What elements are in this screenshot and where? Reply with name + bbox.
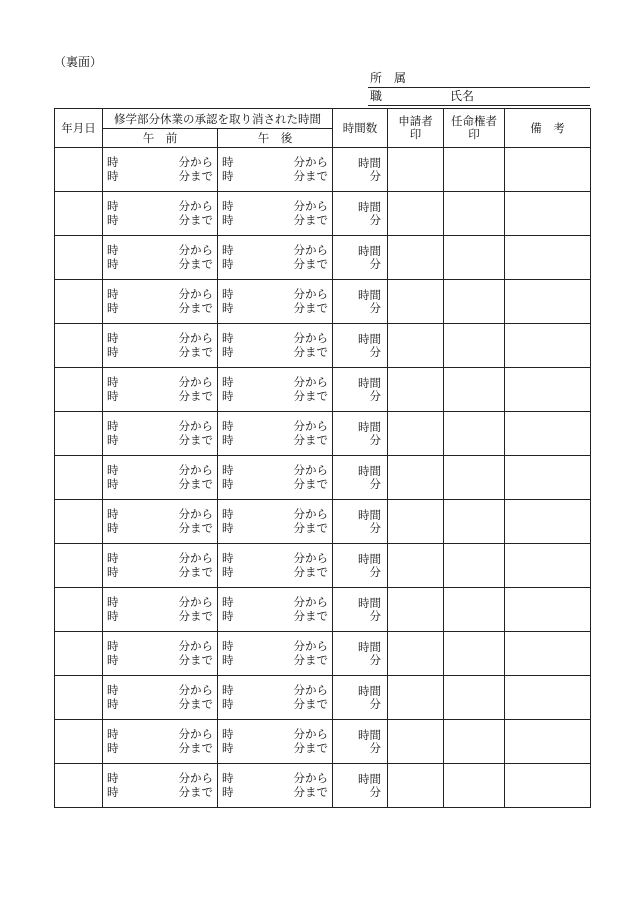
table-row: [55, 588, 591, 632]
hour-unit: 時: [107, 785, 119, 799]
authority-seal-cell[interactable]: [444, 764, 505, 808]
date-cell[interactable]: [55, 764, 103, 808]
hours-cell[interactable]: [333, 632, 388, 676]
applicant-seal-cell[interactable]: [388, 192, 444, 236]
table-row: [55, 192, 591, 236]
remarks-cell[interactable]: [505, 676, 591, 720]
date-cell[interactable]: [55, 236, 103, 280]
applicant-seal-cell[interactable]: [388, 588, 444, 632]
pm-time-cell[interactable]: [218, 456, 333, 500]
name-label: 氏名: [450, 89, 475, 103]
hours-unit: 時間: [358, 639, 381, 654]
date-cell[interactable]: [55, 632, 103, 676]
minutes-unit: 分: [369, 388, 381, 403]
am-time-cell[interactable]: [103, 236, 218, 280]
minute-to-unit: 分まで: [178, 565, 213, 579]
minute-to-unit: 分まで: [178, 257, 213, 271]
minute-from-unit: 分から: [178, 639, 213, 653]
hour-unit: 時: [107, 507, 119, 521]
hours-unit: 時間: [358, 199, 381, 214]
minutes-unit: 分: [369, 696, 381, 711]
applicant-seal-cell[interactable]: [388, 720, 444, 764]
authority-seal-cell[interactable]: [444, 632, 505, 676]
hours-unit: 時間: [358, 507, 381, 522]
minute-from-unit: 分から: [293, 155, 328, 169]
minutes-unit: 分: [369, 520, 381, 535]
cancelled-leave-table: [54, 108, 591, 808]
minutes-unit: 分: [369, 476, 381, 491]
remarks-header: 備 考: [505, 109, 591, 148]
applicant-seal-header: [388, 109, 444, 148]
minute-to-unit: 分まで: [293, 521, 328, 535]
hour-unit: 時: [222, 155, 234, 169]
minutes-unit: 分: [369, 564, 381, 579]
applicant-seal-cell[interactable]: [388, 368, 444, 412]
minute-to-unit: 分まで: [178, 213, 213, 227]
date-cell[interactable]: [55, 324, 103, 368]
hour-unit: 時: [107, 771, 119, 785]
authority-seal-label: 印: [468, 127, 480, 141]
pm-time-cell[interactable]: [218, 588, 333, 632]
minutes-unit: 分: [369, 168, 381, 183]
authority-seal-cell[interactable]: [444, 720, 505, 764]
table-row: [55, 500, 591, 544]
am-time-cell[interactable]: [103, 280, 218, 324]
pm-time-cell[interactable]: [218, 764, 333, 808]
am-time-cell[interactable]: [103, 192, 218, 236]
hour-unit: 時: [107, 551, 119, 565]
date-cell[interactable]: [55, 456, 103, 500]
minute-from-unit: 分から: [293, 595, 328, 609]
minutes-unit: 分: [369, 432, 381, 447]
authority-seal-cell[interactable]: [444, 676, 505, 720]
hour-unit: 時: [222, 609, 234, 623]
applicant-seal-cell[interactable]: [388, 676, 444, 720]
minute-from-unit: 分から: [293, 199, 328, 213]
hours-cell[interactable]: [333, 456, 388, 500]
am-time-cell[interactable]: [103, 588, 218, 632]
hour-unit: 時: [222, 565, 234, 579]
hour-unit: 時: [222, 727, 234, 741]
remarks-cell[interactable]: [505, 412, 591, 456]
hours-unit: 時間: [358, 727, 381, 742]
hour-unit: 時: [107, 331, 119, 345]
authority-seal-cell[interactable]: [444, 280, 505, 324]
hour-unit: 時: [222, 243, 234, 257]
table-row: [55, 764, 591, 808]
minute-from-unit: 分から: [178, 375, 213, 389]
minute-from-unit: 分から: [293, 243, 328, 257]
minutes-unit: 分: [369, 212, 381, 227]
hour-unit: 時: [222, 331, 234, 345]
hours-cell[interactable]: [333, 368, 388, 412]
hours-unit: 時間: [358, 331, 381, 346]
minute-to-unit: 分まで: [293, 301, 328, 315]
minutes-unit: 分: [369, 652, 381, 667]
table-row: [55, 720, 591, 764]
minute-from-unit: 分から: [293, 331, 328, 345]
date-cell[interactable]: [55, 412, 103, 456]
remarks-cell[interactable]: [505, 148, 591, 192]
pm-time-cell[interactable]: [218, 720, 333, 764]
hour-unit: 時: [107, 155, 119, 169]
pm-time-cell[interactable]: [218, 412, 333, 456]
cancelled-time-header: 修学部分休業の承認を取り消された時間: [103, 109, 333, 129]
minute-to-unit: 分まで: [178, 609, 213, 623]
date-cell[interactable]: [55, 368, 103, 412]
hours-unit: 時間: [358, 287, 381, 302]
hour-unit: 時: [222, 287, 234, 301]
hour-unit: 時: [107, 213, 119, 227]
authority-seal-cell[interactable]: [444, 588, 505, 632]
date-cell[interactable]: [55, 676, 103, 720]
hour-unit: 時: [107, 683, 119, 697]
pm-time-cell[interactable]: [218, 544, 333, 588]
am-time-cell[interactable]: [103, 500, 218, 544]
date-cell[interactable]: [55, 192, 103, 236]
hour-unit: 時: [107, 375, 119, 389]
table-row: [55, 324, 591, 368]
hour-unit: 時: [107, 199, 119, 213]
hour-unit: 時: [222, 653, 234, 667]
hours-cell[interactable]: [333, 236, 388, 280]
minute-to-unit: 分まで: [293, 565, 328, 579]
minute-to-unit: 分まで: [293, 741, 328, 755]
hour-unit: 時: [222, 521, 234, 535]
hour-unit: 時: [222, 551, 234, 565]
table-row: [55, 544, 591, 588]
hours-unit: 時間: [358, 419, 381, 434]
hour-unit: 時: [222, 257, 234, 271]
am-time-cell[interactable]: [103, 720, 218, 764]
hour-unit: 時: [107, 257, 119, 271]
date-cell[interactable]: [55, 720, 103, 764]
hour-unit: 時: [107, 477, 119, 491]
applicant-seal-cell[interactable]: [388, 324, 444, 368]
authority-seal-header: [444, 109, 505, 148]
minute-to-unit: 分まで: [178, 433, 213, 447]
hours-cell[interactable]: [333, 544, 388, 588]
remarks-cell[interactable]: [505, 236, 591, 280]
hour-unit: 時: [222, 463, 234, 477]
hour-unit: 時: [107, 345, 119, 359]
minute-from-unit: 分から: [293, 551, 328, 565]
applicant-seal-cell[interactable]: [388, 500, 444, 544]
remarks-cell[interactable]: [505, 500, 591, 544]
hours-unit: 時間: [358, 375, 381, 390]
table-row: [55, 456, 591, 500]
remarks-cell[interactable]: [505, 720, 591, 764]
table-row: [55, 412, 591, 456]
hour-unit: 時: [107, 287, 119, 301]
minute-from-unit: 分から: [178, 727, 213, 741]
hour-unit: 時: [222, 741, 234, 755]
am-header: 午 前: [103, 129, 218, 148]
hour-unit: 時: [222, 595, 234, 609]
minutes-unit: 分: [369, 740, 381, 755]
applicant-seal-cell[interactable]: [388, 456, 444, 500]
hours-unit: 時間: [358, 595, 381, 610]
authority-seal-cell[interactable]: [444, 368, 505, 412]
authority-seal-cell[interactable]: [444, 192, 505, 236]
hours-cell[interactable]: [333, 588, 388, 632]
minute-to-unit: 分まで: [293, 389, 328, 403]
minutes-unit: 分: [369, 608, 381, 623]
hour-unit: 時: [107, 595, 119, 609]
minute-from-unit: 分から: [178, 595, 213, 609]
hour-unit: 時: [107, 243, 119, 257]
hour-unit: 時: [222, 169, 234, 183]
position-name-line: [368, 88, 590, 106]
minutes-unit: 分: [369, 300, 381, 315]
hour-unit: 時: [107, 389, 119, 403]
pm-time-cell[interactable]: [218, 632, 333, 676]
minute-to-unit: 分まで: [178, 521, 213, 535]
authority-seal-cell[interactable]: [444, 456, 505, 500]
minute-to-unit: 分まで: [178, 345, 213, 359]
position-label: 職: [370, 89, 383, 103]
minute-from-unit: 分から: [293, 419, 328, 433]
hours-unit: 時間: [358, 155, 381, 170]
minute-from-unit: 分から: [178, 463, 213, 477]
authority-seal-cell[interactable]: [444, 412, 505, 456]
table-row: [55, 632, 591, 676]
hour-unit: 時: [222, 199, 234, 213]
minutes-unit: 分: [369, 784, 381, 799]
minute-from-unit: 分から: [293, 683, 328, 697]
authority-seal-cell[interactable]: [444, 324, 505, 368]
applicant-seal-cell[interactable]: [388, 236, 444, 280]
minute-to-unit: 分まで: [293, 257, 328, 271]
minute-to-unit: 分まで: [178, 477, 213, 491]
minute-from-unit: 分から: [178, 155, 213, 169]
minute-to-unit: 分まで: [293, 653, 328, 667]
pm-header: 午 後: [218, 129, 333, 148]
hours-cell[interactable]: [333, 500, 388, 544]
hour-unit: 時: [222, 697, 234, 711]
minute-from-unit: 分から: [178, 243, 213, 257]
am-time-cell[interactable]: [103, 324, 218, 368]
hour-unit: 時: [222, 375, 234, 389]
affiliation-label: 所 属: [370, 71, 407, 85]
pm-time-cell[interactable]: [218, 148, 333, 192]
hour-unit: 時: [222, 683, 234, 697]
hour-unit: 時: [222, 507, 234, 521]
remarks-cell[interactable]: [505, 368, 591, 412]
applicant-seal-cell[interactable]: [388, 544, 444, 588]
minute-from-unit: 分から: [293, 287, 328, 301]
pm-time-cell[interactable]: [218, 236, 333, 280]
hours-unit: 時間: [358, 771, 381, 786]
hour-unit: 時: [107, 433, 119, 447]
date-cell[interactable]: [55, 588, 103, 632]
hours-cell[interactable]: [333, 280, 388, 324]
applicant-seal-cell[interactable]: [388, 764, 444, 808]
minutes-unit: 分: [369, 256, 381, 271]
date-cell[interactable]: [55, 280, 103, 324]
minutes-unit: 分: [369, 344, 381, 359]
pm-time-cell[interactable]: [218, 500, 333, 544]
minute-to-unit: 分まで: [293, 213, 328, 227]
authority-seal-cell[interactable]: [444, 500, 505, 544]
hours-unit: 時間: [358, 683, 381, 698]
authority-header-label: 任命権者: [451, 114, 497, 128]
hours-cell[interactable]: [333, 676, 388, 720]
hour-unit: 時: [222, 345, 234, 359]
remarks-cell[interactable]: [505, 632, 591, 676]
minute-to-unit: 分まで: [293, 697, 328, 711]
minute-from-unit: 分から: [178, 331, 213, 345]
applicant-seal-cell[interactable]: [388, 280, 444, 324]
hours-cell[interactable]: [333, 764, 388, 808]
hour-unit: 時: [222, 771, 234, 785]
applicant-seal-cell[interactable]: [388, 148, 444, 192]
am-time-cell[interactable]: [103, 676, 218, 720]
pm-time-cell[interactable]: [218, 676, 333, 720]
hour-unit: 時: [107, 609, 119, 623]
hour-unit: 時: [107, 521, 119, 535]
minute-from-unit: 分から: [178, 683, 213, 697]
hour-unit: 時: [107, 565, 119, 579]
minute-to-unit: 分まで: [178, 301, 213, 315]
minute-from-unit: 分から: [293, 639, 328, 653]
date-cell[interactable]: [55, 500, 103, 544]
table-row: [55, 280, 591, 324]
applicant-header-label: 申請者: [398, 114, 433, 128]
hour-unit: 時: [222, 389, 234, 403]
authority-seal-cell[interactable]: [444, 236, 505, 280]
hour-unit: 時: [222, 433, 234, 447]
applicant-seal-cell[interactable]: [388, 412, 444, 456]
pm-time-cell[interactable]: [218, 280, 333, 324]
remarks-cell[interactable]: [505, 456, 591, 500]
minute-to-unit: 分まで: [178, 785, 213, 799]
remarks-cell[interactable]: [505, 280, 591, 324]
am-time-cell[interactable]: [103, 368, 218, 412]
pm-time-cell[interactable]: [218, 192, 333, 236]
remarks-cell[interactable]: [505, 544, 591, 588]
hours-header: 時間数: [333, 109, 388, 148]
date-cell[interactable]: [55, 544, 103, 588]
minute-to-unit: 分まで: [178, 697, 213, 711]
hour-unit: 時: [222, 419, 234, 433]
pm-time-cell[interactable]: [218, 368, 333, 412]
remarks-cell[interactable]: [505, 324, 591, 368]
minute-from-unit: 分から: [178, 199, 213, 213]
hour-unit: 時: [107, 419, 119, 433]
am-time-cell[interactable]: [103, 764, 218, 808]
hour-unit: 時: [222, 639, 234, 653]
minute-from-unit: 分から: [178, 771, 213, 785]
hour-unit: 時: [107, 653, 119, 667]
am-time-cell[interactable]: [103, 412, 218, 456]
hour-unit: 時: [107, 727, 119, 741]
minute-from-unit: 分から: [178, 287, 213, 301]
authority-seal-cell[interactable]: [444, 148, 505, 192]
remarks-cell[interactable]: [505, 192, 591, 236]
hours-unit: 時間: [358, 551, 381, 566]
affiliation-line: [368, 70, 590, 88]
hours-cell[interactable]: [333, 192, 388, 236]
hour-unit: 時: [222, 213, 234, 227]
hours-cell[interactable]: [333, 412, 388, 456]
am-time-cell[interactable]: [103, 456, 218, 500]
minute-from-unit: 分から: [293, 507, 328, 521]
hour-unit: 時: [107, 169, 119, 183]
table-row: [55, 676, 591, 720]
minute-from-unit: 分から: [293, 727, 328, 741]
remarks-cell[interactable]: [505, 588, 591, 632]
remarks-cell[interactable]: [505, 764, 591, 808]
table-row: [55, 148, 591, 192]
minute-to-unit: 分まで: [293, 345, 328, 359]
hours-unit: 時間: [358, 243, 381, 258]
minute-to-unit: 分まで: [178, 741, 213, 755]
hours-cell[interactable]: [333, 720, 388, 764]
hours-unit: 時間: [358, 463, 381, 478]
hours-cell[interactable]: [333, 148, 388, 192]
date-header: 年月日: [55, 109, 103, 148]
minute-to-unit: 分まで: [293, 609, 328, 623]
applicant-seal-cell[interactable]: [388, 632, 444, 676]
am-time-cell[interactable]: [103, 632, 218, 676]
table-row: [55, 368, 591, 412]
minute-to-unit: 分まで: [178, 389, 213, 403]
hour-unit: 時: [222, 301, 234, 315]
minute-to-unit: 分まで: [178, 169, 213, 183]
hour-unit: 時: [107, 741, 119, 755]
hour-unit: 時: [107, 301, 119, 315]
hour-unit: 時: [222, 477, 234, 491]
hour-unit: 時: [222, 785, 234, 799]
table-row: [55, 236, 591, 280]
hours-cell[interactable]: [333, 324, 388, 368]
minute-to-unit: 分まで: [178, 653, 213, 667]
authority-seal-cell[interactable]: [444, 544, 505, 588]
hour-unit: 時: [107, 697, 119, 711]
am-time-cell[interactable]: [103, 544, 218, 588]
minute-from-unit: 分から: [178, 551, 213, 565]
pm-time-cell[interactable]: [218, 324, 333, 368]
am-time-cell[interactable]: [103, 148, 218, 192]
minute-from-unit: 分から: [178, 419, 213, 433]
date-cell[interactable]: [55, 148, 103, 192]
minute-from-unit: 分から: [293, 375, 328, 389]
hour-unit: 時: [107, 639, 119, 653]
minute-to-unit: 分まで: [293, 433, 328, 447]
minute-from-unit: 分から: [293, 463, 328, 477]
page-side-label: （裏面）: [54, 55, 103, 69]
applicant-seal-label: 印: [409, 127, 422, 141]
minute-to-unit: 分まで: [293, 169, 328, 183]
minute-to-unit: 分まで: [293, 477, 328, 491]
minute-to-unit: 分まで: [293, 785, 328, 799]
minute-from-unit: 分から: [293, 771, 328, 785]
minute-from-unit: 分から: [178, 507, 213, 521]
hour-unit: 時: [107, 463, 119, 477]
